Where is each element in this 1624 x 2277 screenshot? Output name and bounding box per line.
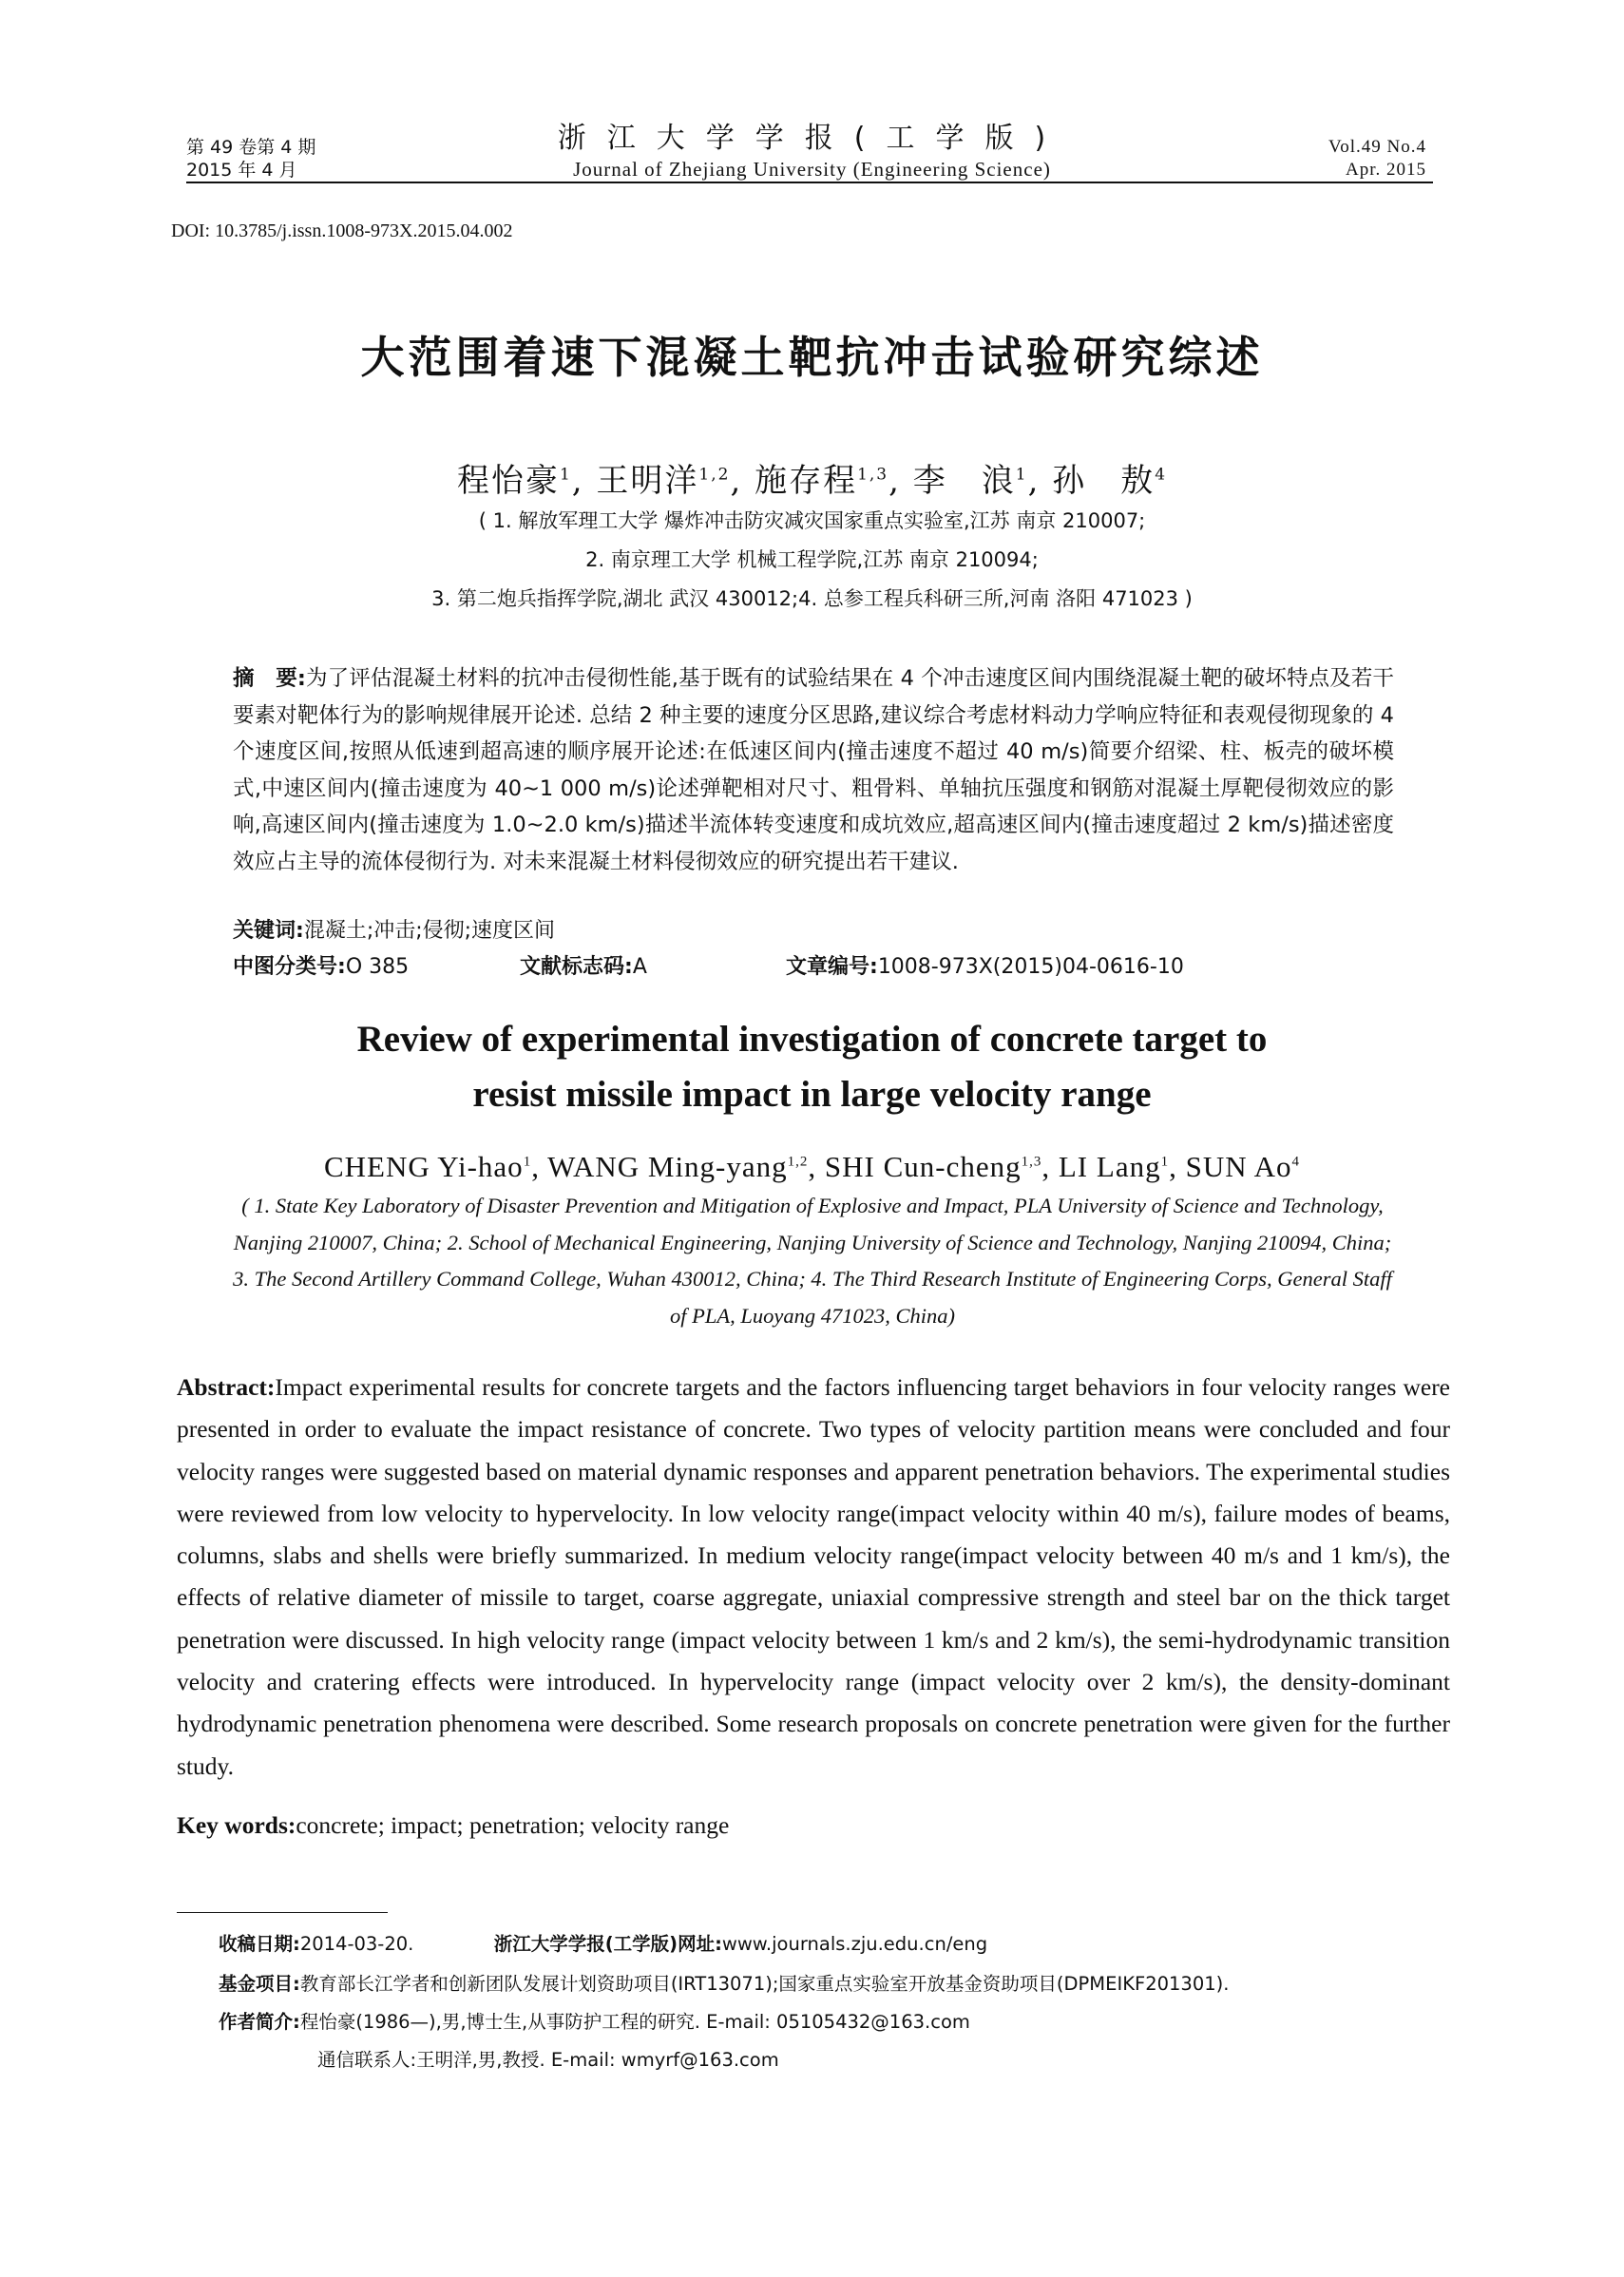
authors-en: CHENG Yi-hao$^1$, WANG Ming-yang$^{1,2}$, SHI Cun-cheng$^{1,3}$, LI Lang$^1$, SUN Ao$^4$ [323, 1150, 1301, 1183]
keywords-en-text: concrete; impact; penetration; velocity range [296, 1811, 730, 1839]
author-cn: 王明洋$^{1,2}$ [596, 462, 731, 500]
keywords-en [177, 1811, 729, 1840]
header-rule [186, 182, 1433, 183]
footnote-funding: 基金项目:教育部长江学者和创新团队发展计划资助项目(IRT13071);国家重点实验室开放基金资助项目(DPMEIKF201301). [219, 1973, 1230, 1995]
author-cn: 孙 敖$^4$ [1052, 462, 1168, 500]
affiliation-cn-2: 2. 南京理工大学 机械工程学院,江苏 南京 210094; [585, 548, 1039, 571]
author-cn: 程怡豪$^1$ [456, 462, 572, 500]
abstract-cn-text: 为了评估混凝土材料的抗冲击侵彻性能,基于既有的试验结果在 4 个冲击速度区间内围绕混凝土靶的破坏特点及若干要素对靶体行为的影响规律展开论述. 总结 2 种主要的速度分区思路,建议综合考虑材料动力学响应特征和表观侵彻现象的 4 个速度区间,按照从低速到超高速的顺序展开论述:在低速区间内(撞击速度不超过 40 m/s)简要介绍梁、柱、板壳的破坏模式,中速区间内(撞击速度为 40~1 000 m/s)论述弹靶相对尺寸、粗骨料、单轴抗压强度和钢筋对混凝土厚靶侵彻效应的影响,高速区间内(撞击速度为 1.0~2.0 km/s)描述半流体转变速度和成坑效应,超高速区间内(撞击速度超过 2 km/s)描述密度效应占主导的流体侵彻行为. 对未来混凝土材料侵彻效应的研究提出若干建议. [233, 666, 1395, 874]
keywords-cn [233, 914, 555, 944]
title-en-line-1: Review of experimental investigation of concrete target to [356, 1019, 1268, 1060]
footnote-rule [177, 1912, 388, 1913]
abstract-cn [233, 660, 1394, 880]
affiliation-cn-1: ( 1. 解放军理工大学 爆炸冲击防灾减灾国家重点实验室,江苏 南京 210007; [478, 509, 1146, 532]
journal-name-en: Journal of Zhejiang University (Engineering Science) [573, 158, 1051, 181]
date-en: Apr. 2015 [1346, 160, 1426, 180]
document-code: 文献标志码:A [520, 955, 647, 979]
author-cn: 李 浪$^1$ [912, 462, 1028, 500]
date-cn: 2015 年 4 月 [186, 160, 297, 181]
abstract-en-text: Impact experimental results for concrete targets and the factors influencing target behaviors in four velocity ranges were presented in order to evaluate the impact resistance of concrete. Two types of velocity partition means were concluded and four velocity ranges were suggested based on material dynamic responses and apparent penetration behaviors. The experimental studies were reviewed from low velocity to hypervelocity. In low velocity range(impact velocity within 40 m/s), failure modes of beams, columns, slabs and shells were briefly summarized. In medium velocity range(impact velocity between 40 m/s and 1 km/s), the effects of relative diameter of missile to target, coarse aggregate, uniaxial compressive strength and steel bar on the thick target penetration were discussed. In high velocity range (impact velocity between 1 km/s and 2 km/s), the semi-hydrodynamic transition velocity and cratering effects were introduced. In hypervelocity range (impact velocity over 2 km/s), the density-dominant hydrodynamic penetration phenomena were described. Some research proposals on concrete penetration were given for the further study. [177, 1373, 1450, 1780]
volume-en: Vol.49 No.4 [1328, 137, 1426, 157]
author-en: CHENG Yi-hao$^1$ [323, 1150, 532, 1183]
abstract-en-label: Abstract: [177, 1373, 276, 1401]
clc-code: 中图分类号:O 385 [233, 955, 410, 979]
affiliation-cn-3: 3. 第二炮兵指挥学院,湖北 武汉 430012;4. 总参工程兵科研三所,河南 洛阳 471023 ) [431, 587, 1193, 610]
authors-cn: 程怡豪$^1$, 王明洋$^{1,2}$, 施存程$^{1,3}$, 李 浪$^1$, 孙 敖$^4$ [456, 462, 1168, 500]
author-en: SUN Ao$^4$ [1185, 1150, 1301, 1183]
keywords-en-label: Key words: [177, 1811, 296, 1839]
title-en [0, 1012, 1624, 1122]
footnote-author-bio: 作者简介:程怡豪(1986—),男,博士生,从事防护工程的研究. E-mail: 05105432@163.com [219, 2011, 970, 2033]
affiliations-en: ( 1. State Key Laboratory of Disaster Prevention and Mitigation of Explosive and Impact, PLA University of Science and Technology, Nanjing 210007, China; 2. School of Mechanical Engineering, Nanjing University of Science and Technology, Nanjing 210094, China; 3. The Second Artillery Command College, Wuhan 430012, China; 4. The Third Research Institute of Engineering Corps, General Staff of PLA, Luoyang 471023, China) [233, 1194, 1392, 1328]
keywords-cn-text: 混凝土;冲击;侵彻;速度区间 [303, 919, 556, 943]
title-cn: 大范围着速下混凝土靶抗冲击试验研究综述 [360, 332, 1264, 383]
header-volume-en [1328, 136, 1426, 182]
journal-name-cn: 浙江大学学报(工学版) [557, 122, 1067, 155]
author-cn: 施存程$^{1,3}$ [755, 462, 889, 500]
abstract-en [177, 1367, 1450, 1788]
doi: DOI: 10.3785/j.issn.1008-973X.2015.04.002 [171, 220, 513, 241]
author-en: WANG Ming-yang$^{1,2}$ [547, 1150, 809, 1183]
keywords-cn-label: 关键词: [233, 919, 304, 943]
abstract-cn-label: 摘 要: [233, 666, 306, 691]
title-en-line-2: resist missile impact in large velocity range [472, 1074, 1152, 1115]
author-en: SHI Cun-cheng$^{1,3}$ [824, 1150, 1042, 1183]
volume-cn: 第 49 卷第 4 期 [186, 137, 316, 158]
footnote-received: 收稿日期:2014-03-20. 浙江大学学报(工学版)网址:www.journals.zju.edu.cn/eng [219, 1933, 988, 1955]
author-en: LI Lang$^1$ [1058, 1150, 1170, 1183]
article-number: 文章编号:1008-973X(2015)04-0616-10 [786, 955, 1184, 979]
footnote-contact: 通信联系人:王明洋,男,教授. E-mail: wmyrf@163.com [317, 2049, 779, 2071]
